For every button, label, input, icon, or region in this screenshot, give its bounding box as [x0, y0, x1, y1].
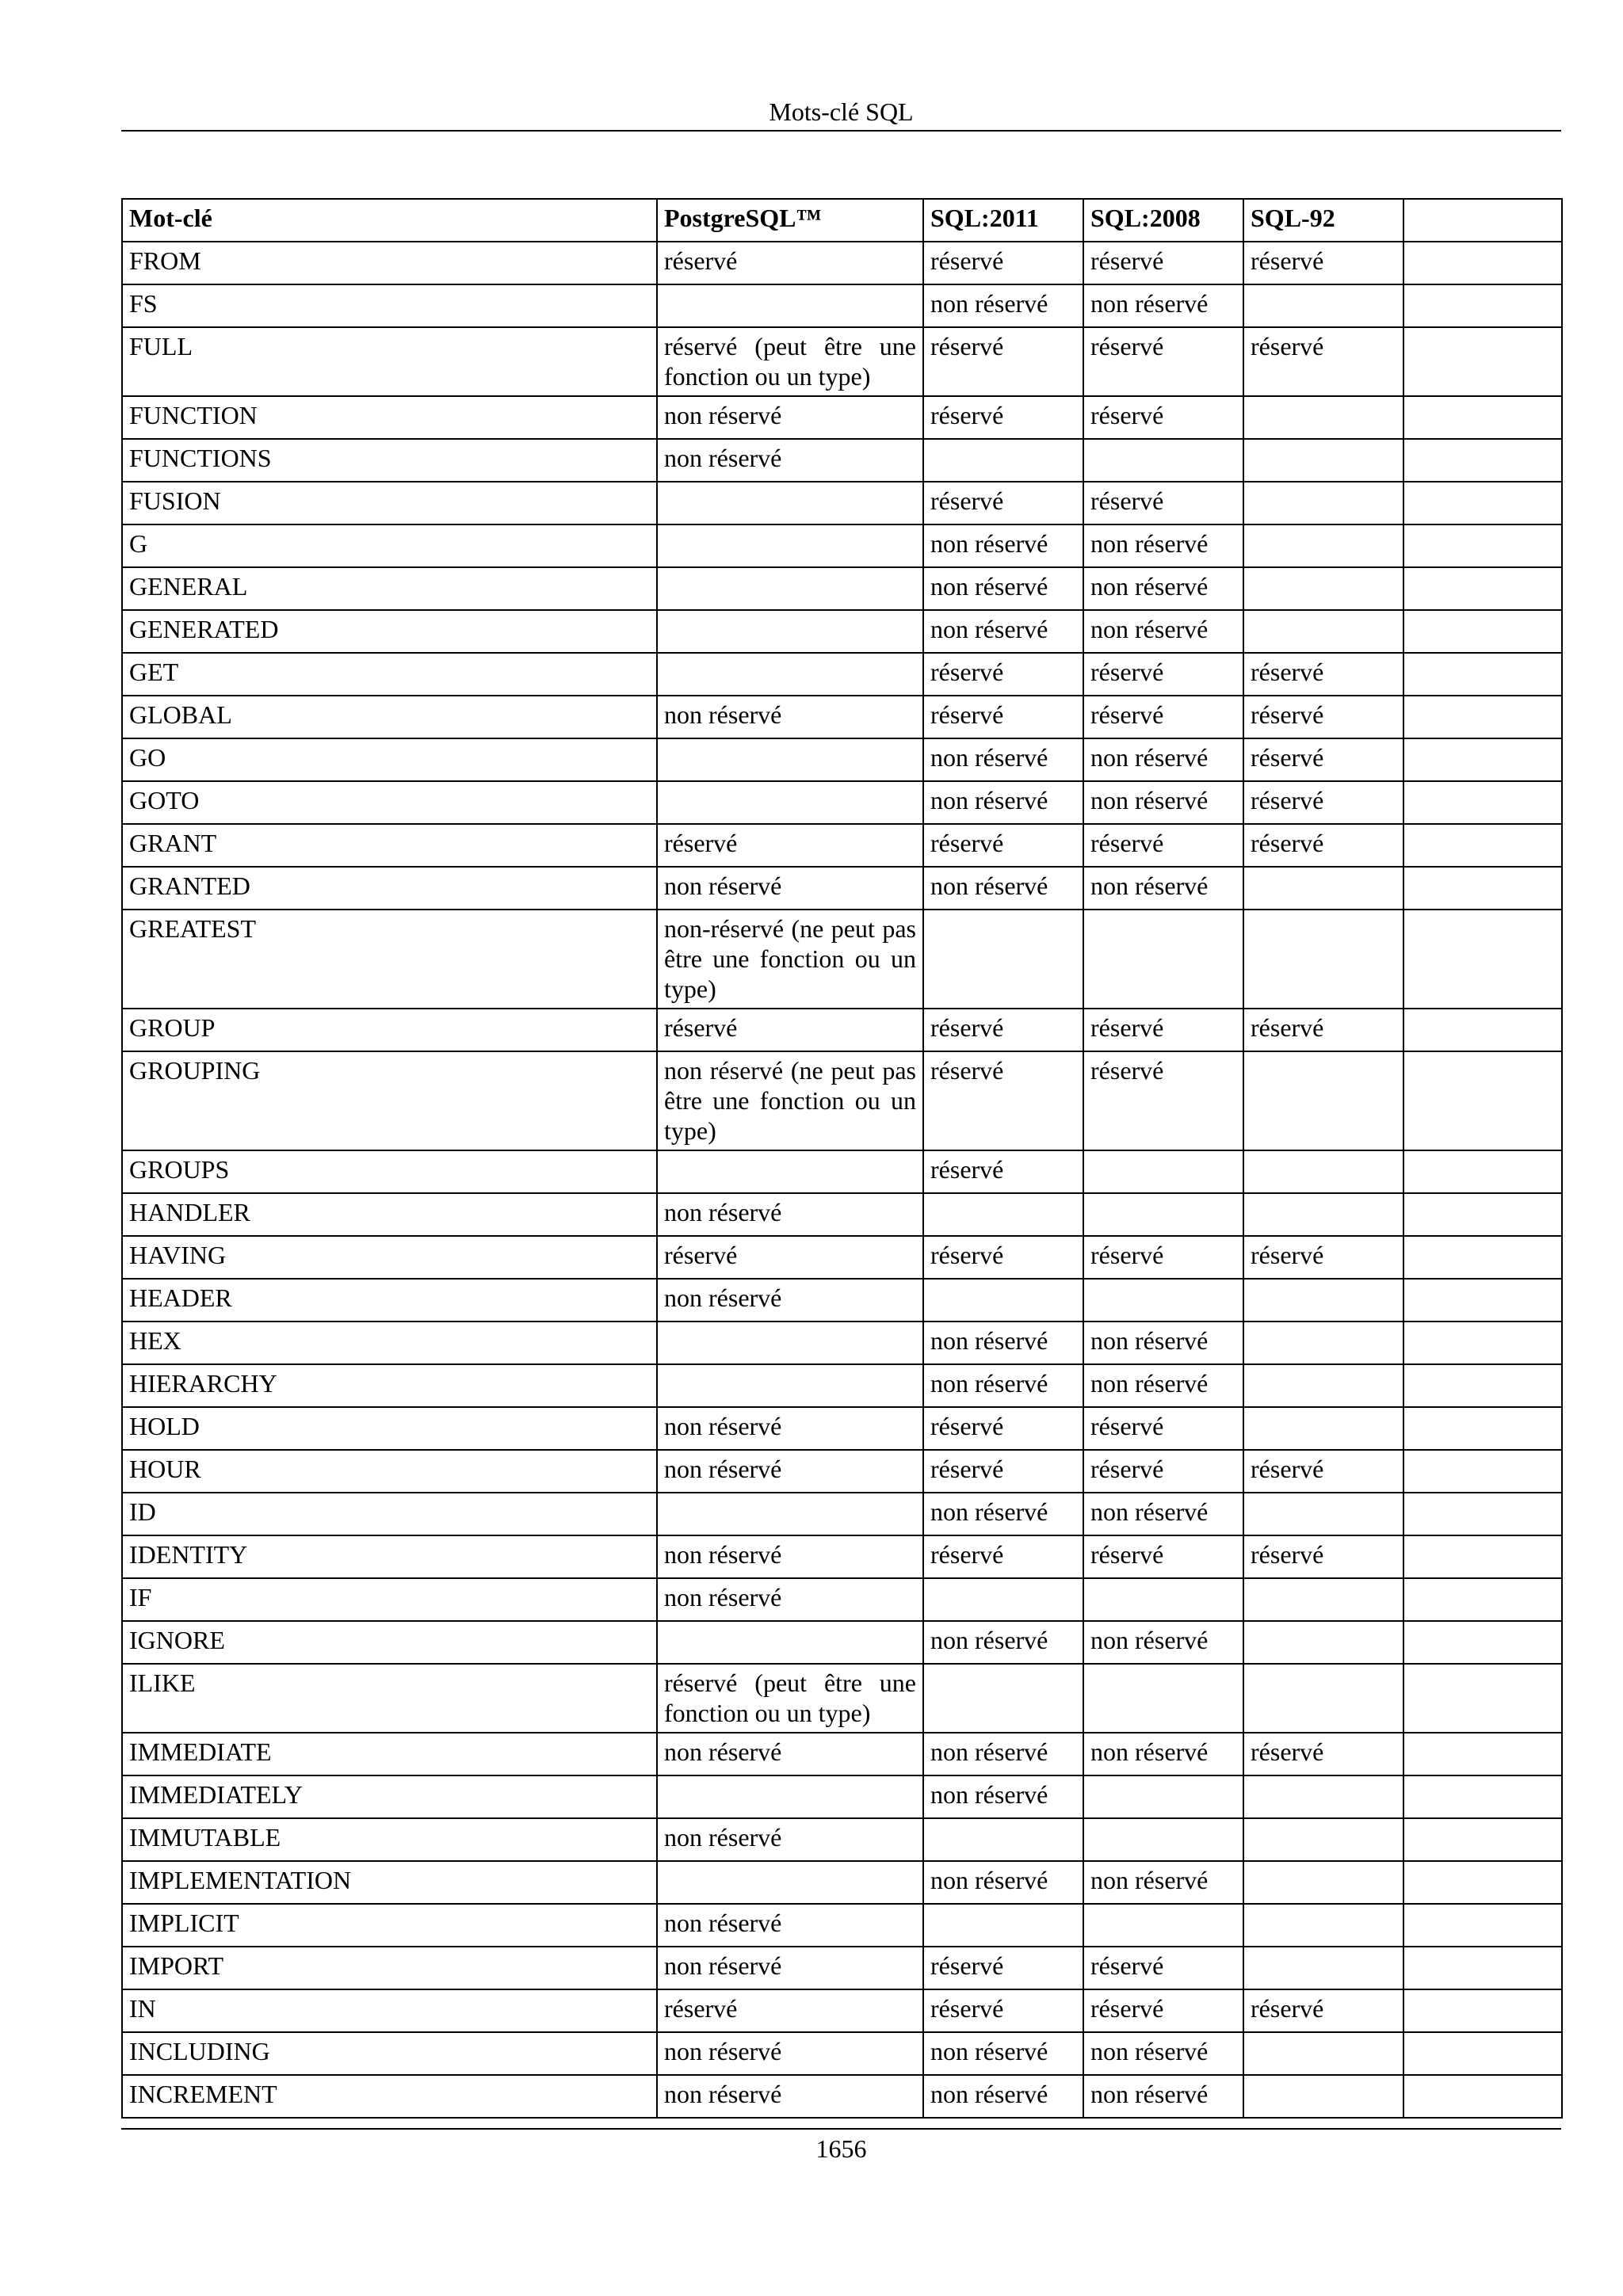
cell-sql2008: réservé	[1083, 696, 1243, 738]
cell-sql2011: non réservé	[923, 1621, 1083, 1664]
cell-postgresql	[657, 524, 923, 567]
cell-extra	[1403, 781, 1562, 824]
table-row	[122, 1535, 1562, 1578]
cell-extra	[1403, 738, 1562, 781]
cell-sql92	[1243, 2032, 1403, 2075]
header-row	[122, 199, 1562, 242]
cell-sql2011: réservé	[923, 242, 1083, 284]
table-row	[122, 781, 1562, 824]
cell-sql2008: non réservé	[1083, 867, 1243, 910]
cell-sql2008	[1083, 910, 1243, 1009]
cell-sql92	[1243, 910, 1403, 1009]
table-row	[122, 1578, 1562, 1621]
cell-sql2008: non réservé	[1083, 781, 1243, 824]
table-row	[122, 1775, 1562, 1818]
cell-sql2008: non réservé	[1083, 1364, 1243, 1407]
table-row	[122, 1193, 1562, 1236]
cell-postgresql	[657, 781, 923, 824]
cell-sql92	[1243, 1621, 1403, 1664]
table-row	[122, 1364, 1562, 1407]
cell-sql2011: non réservé	[923, 867, 1083, 910]
cell-sql2011: non réservé	[923, 610, 1083, 653]
cell-keyword: GRANT	[122, 824, 657, 867]
cell-sql92	[1243, 482, 1403, 524]
cell-sql92: réservé	[1243, 327, 1403, 396]
cell-keyword: IMPLICIT	[122, 1904, 657, 1947]
cell-sql92	[1243, 610, 1403, 653]
cell-keyword: INCREMENT	[122, 2075, 657, 2118]
cell-sql2011: réservé	[923, 1947, 1083, 1989]
cell-sql92	[1243, 867, 1403, 910]
cell-sql2011: réservé	[923, 396, 1083, 439]
cell-sql2011: réservé	[923, 1051, 1083, 1150]
cell-sql2011: non réservé	[923, 284, 1083, 327]
cell-extra	[1403, 1578, 1562, 1621]
cell-extra	[1403, 1051, 1562, 1150]
cell-extra	[1403, 2075, 1562, 2118]
cell-postgresql	[657, 610, 923, 653]
cell-sql92: réservé	[1243, 1535, 1403, 1578]
cell-keyword: IDENTITY	[122, 1535, 657, 1578]
cell-postgresql: réservé (peut être une fonction ou un type)	[657, 1664, 923, 1733]
cell-postgresql: non réservé	[657, 2032, 923, 2075]
cell-postgresql	[657, 567, 923, 610]
cell-sql2011: réservé	[923, 327, 1083, 396]
cell-keyword: IMMEDIATE	[122, 1733, 657, 1775]
page-footer	[121, 2128, 1561, 2166]
table-row	[122, 1664, 1562, 1733]
cell-sql2008: non réservé	[1083, 1733, 1243, 1775]
cell-sql2011: non réservé	[923, 1733, 1083, 1775]
cell-sql2008: réservé	[1083, 1236, 1243, 1279]
table-row	[122, 1989, 1562, 2032]
cell-postgresql	[657, 738, 923, 781]
column-header-sql92: SQL-92	[1243, 199, 1403, 242]
cell-extra	[1403, 610, 1562, 653]
cell-sql2008: non réservé	[1083, 567, 1243, 610]
table-row	[122, 1150, 1562, 1193]
column-header-postgresql: PostgreSQL™	[657, 199, 923, 242]
cell-extra	[1403, 1493, 1562, 1535]
cell-extra	[1403, 1150, 1562, 1193]
cell-postgresql: non-réservé (ne peut pas être une fonction ou un type)	[657, 910, 923, 1009]
table-row	[122, 242, 1562, 284]
cell-postgresql	[657, 1322, 923, 1364]
table-row	[122, 439, 1562, 482]
cell-sql92	[1243, 396, 1403, 439]
cell-extra	[1403, 327, 1562, 396]
cell-keyword: HOLD	[122, 1407, 657, 1450]
column-header-sql2008: SQL:2008	[1083, 199, 1243, 242]
cell-postgresql: non réservé	[657, 1947, 923, 1989]
cell-keyword: IGNORE	[122, 1621, 657, 1664]
page-number: 1656	[815, 2134, 867, 2163]
cell-sql92: réservé	[1243, 653, 1403, 696]
cell-keyword: IN	[122, 1989, 657, 2032]
cell-sql2008	[1083, 439, 1243, 482]
cell-sql2011: non réservé	[923, 524, 1083, 567]
cell-sql2008	[1083, 1193, 1243, 1236]
cell-postgresql	[657, 1621, 923, 1664]
cell-sql2008: réservé	[1083, 1535, 1243, 1578]
table-row	[122, 1904, 1562, 1947]
cell-sql2011: non réservé	[923, 1861, 1083, 1904]
cell-keyword: FULL	[122, 327, 657, 396]
table-row	[122, 482, 1562, 524]
cell-sql92	[1243, 1407, 1403, 1450]
table-row	[122, 910, 1562, 1009]
cell-sql2011: réservé	[923, 1236, 1083, 1279]
cell-sql2008: non réservé	[1083, 2075, 1243, 2118]
cell-postgresql: non réservé	[657, 1450, 923, 1493]
table-row	[122, 2032, 1562, 2075]
cell-postgresql	[657, 653, 923, 696]
cell-keyword: GRANTED	[122, 867, 657, 910]
cell-postgresql: réservé	[657, 824, 923, 867]
cell-sql92	[1243, 1193, 1403, 1236]
cell-sql2008: réservé	[1083, 1947, 1243, 1989]
table-row	[122, 1861, 1562, 1904]
cell-extra	[1403, 696, 1562, 738]
cell-extra	[1403, 1535, 1562, 1578]
cell-sql92	[1243, 2075, 1403, 2118]
cell-extra	[1403, 1407, 1562, 1450]
table-row	[122, 610, 1562, 653]
cell-postgresql: réservé	[657, 1236, 923, 1279]
cell-keyword: FS	[122, 284, 657, 327]
cell-sql2008: non réservé	[1083, 738, 1243, 781]
cell-keyword: GLOBAL	[122, 696, 657, 738]
table-row	[122, 1818, 1562, 1861]
cell-sql92: réservé	[1243, 1450, 1403, 1493]
table-row	[122, 1279, 1562, 1322]
cell-sql2008: non réservé	[1083, 1493, 1243, 1535]
cell-extra	[1403, 1775, 1562, 1818]
cell-sql2008: réservé	[1083, 327, 1243, 396]
cell-keyword: IMPORT	[122, 1947, 657, 1989]
cell-sql2011: non réservé	[923, 1775, 1083, 1818]
cell-sql92	[1243, 1947, 1403, 1989]
cell-postgresql: non réservé	[657, 1578, 923, 1621]
cell-sql2011	[923, 1904, 1083, 1947]
cell-postgresql: réservé (peut être une fonction ou un type)	[657, 327, 923, 396]
cell-keyword: IMMUTABLE	[122, 1818, 657, 1861]
page-header	[121, 93, 1561, 132]
cell-sql2008: non réservé	[1083, 610, 1243, 653]
cell-sql2011: réservé	[923, 1009, 1083, 1051]
cell-keyword: HEADER	[122, 1279, 657, 1322]
cell-sql92	[1243, 1150, 1403, 1193]
cell-extra	[1403, 1664, 1562, 1733]
cell-postgresql: non réservé (ne peut pas être une fonction ou un type)	[657, 1051, 923, 1150]
table-row	[122, 1322, 1562, 1364]
cell-sql92: réservé	[1243, 1733, 1403, 1775]
cell-keyword: GROUP	[122, 1009, 657, 1051]
cell-postgresql: réservé	[657, 1009, 923, 1051]
cell-postgresql	[657, 1775, 923, 1818]
cell-sql92	[1243, 1904, 1403, 1947]
cell-extra	[1403, 1904, 1562, 1947]
cell-sql2008	[1083, 1664, 1243, 1733]
cell-sql2011: réservé	[923, 1450, 1083, 1493]
cell-sql2011: non réservé	[923, 2075, 1083, 2118]
cell-sql92: réservé	[1243, 824, 1403, 867]
cell-sql92: réservé	[1243, 781, 1403, 824]
cell-sql92: réservé	[1243, 696, 1403, 738]
table-row	[122, 1621, 1562, 1664]
cell-sql2008	[1083, 1279, 1243, 1322]
cell-keyword: G	[122, 524, 657, 567]
table-header	[122, 199, 1562, 242]
cell-sql92	[1243, 1664, 1403, 1733]
cell-keyword: HOUR	[122, 1450, 657, 1493]
cell-sql2011	[923, 1818, 1083, 1861]
cell-sql2011: non réservé	[923, 1322, 1083, 1364]
cell-keyword: ILIKE	[122, 1664, 657, 1733]
cell-keyword: GET	[122, 653, 657, 696]
table-row	[122, 567, 1562, 610]
table-row	[122, 1947, 1562, 1989]
cell-sql2008: réservé	[1083, 1051, 1243, 1150]
cell-sql2008	[1083, 1904, 1243, 1947]
cell-sql92	[1243, 1578, 1403, 1621]
cell-sql2011: réservé	[923, 824, 1083, 867]
cell-postgresql	[657, 284, 923, 327]
cell-extra	[1403, 1450, 1562, 1493]
cell-sql2011: non réservé	[923, 781, 1083, 824]
cell-extra	[1403, 1322, 1562, 1364]
cell-sql92: réservé	[1243, 1989, 1403, 2032]
cell-sql2008: non réservé	[1083, 1861, 1243, 1904]
cell-extra	[1403, 1193, 1562, 1236]
cell-sql2008: réservé	[1083, 1989, 1243, 2032]
cell-keyword: HIERARCHY	[122, 1364, 657, 1407]
table-row	[122, 653, 1562, 696]
table-body	[122, 242, 1562, 2118]
cell-extra	[1403, 1236, 1562, 1279]
table-row	[122, 696, 1562, 738]
cell-extra	[1403, 1861, 1562, 1904]
cell-sql2008: non réservé	[1083, 1621, 1243, 1664]
cell-postgresql: non réservé	[657, 396, 923, 439]
cell-keyword: ID	[122, 1493, 657, 1535]
cell-sql92	[1243, 284, 1403, 327]
cell-postgresql: non réservé	[657, 696, 923, 738]
cell-postgresql	[657, 1364, 923, 1407]
table-row	[122, 284, 1562, 327]
cell-extra	[1403, 1989, 1562, 2032]
cell-extra	[1403, 910, 1562, 1009]
cell-sql2011: non réservé	[923, 2032, 1083, 2075]
cell-sql92	[1243, 1364, 1403, 1407]
cell-sql2008: non réservé	[1083, 524, 1243, 567]
cell-sql2011: réservé	[923, 1407, 1083, 1450]
cell-postgresql: non réservé	[657, 1279, 923, 1322]
cell-extra	[1403, 1947, 1562, 1989]
cell-sql92	[1243, 1493, 1403, 1535]
cell-postgresql: non réservé	[657, 2075, 923, 2118]
column-header-extra	[1403, 199, 1562, 242]
cell-sql92: réservé	[1243, 242, 1403, 284]
cell-sql2011	[923, 439, 1083, 482]
keywords-table-container	[121, 198, 1561, 2119]
cell-keyword: GROUPS	[122, 1150, 657, 1193]
cell-sql2008: réservé	[1083, 396, 1243, 439]
table-row	[122, 396, 1562, 439]
cell-sql2011	[923, 1578, 1083, 1621]
cell-keyword: IMPLEMENTATION	[122, 1861, 657, 1904]
cell-sql2011: non réservé	[923, 1493, 1083, 1535]
table-row	[122, 1009, 1562, 1051]
table-row	[122, 738, 1562, 781]
cell-sql2008: réservé	[1083, 1009, 1243, 1051]
table-row	[122, 1450, 1562, 1493]
cell-postgresql: réservé	[657, 1989, 923, 2032]
cell-keyword: GENERAL	[122, 567, 657, 610]
cell-extra	[1403, 242, 1562, 284]
cell-keyword: INCLUDING	[122, 2032, 657, 2075]
cell-keyword: FUSION	[122, 482, 657, 524]
cell-sql92	[1243, 439, 1403, 482]
column-header-keyword: Mot-clé	[122, 199, 657, 242]
table-row	[122, 327, 1562, 396]
cell-extra	[1403, 2032, 1562, 2075]
cell-sql92: réservé	[1243, 1009, 1403, 1051]
cell-sql2011	[923, 910, 1083, 1009]
cell-keyword: GREATEST	[122, 910, 657, 1009]
cell-postgresql: non réservé	[657, 1904, 923, 1947]
cell-sql92	[1243, 524, 1403, 567]
cell-sql2008: réservé	[1083, 1450, 1243, 1493]
cell-sql2008: réservé	[1083, 653, 1243, 696]
cell-postgresql: non réservé	[657, 867, 923, 910]
page-title: Mots-clé SQL	[769, 97, 914, 126]
keywords-table	[121, 198, 1563, 2119]
cell-extra	[1403, 653, 1562, 696]
cell-sql92: réservé	[1243, 738, 1403, 781]
table-row	[122, 1493, 1562, 1535]
cell-postgresql: non réservé	[657, 1818, 923, 1861]
table-row	[122, 1051, 1562, 1150]
table-row	[122, 524, 1562, 567]
cell-extra	[1403, 1009, 1562, 1051]
cell-sql92	[1243, 567, 1403, 610]
cell-extra	[1403, 284, 1562, 327]
table-row	[122, 1733, 1562, 1775]
cell-postgresql: non réservé	[657, 1407, 923, 1450]
cell-sql92	[1243, 1051, 1403, 1150]
cell-sql2008	[1083, 1578, 1243, 1621]
cell-postgresql: non réservé	[657, 1535, 923, 1578]
cell-postgresql: réservé	[657, 242, 923, 284]
cell-sql92: réservé	[1243, 1236, 1403, 1279]
cell-sql2011: réservé	[923, 482, 1083, 524]
cell-keyword: HANDLER	[122, 1193, 657, 1236]
cell-extra	[1403, 1621, 1562, 1664]
cell-sql2008: non réservé	[1083, 1322, 1243, 1364]
cell-sql2011: réservé	[923, 1535, 1083, 1578]
cell-sql2008	[1083, 1775, 1243, 1818]
cell-sql2011	[923, 1193, 1083, 1236]
cell-postgresql: non réservé	[657, 1733, 923, 1775]
cell-sql2008: réservé	[1083, 1407, 1243, 1450]
cell-extra	[1403, 1364, 1562, 1407]
cell-sql2008: réservé	[1083, 824, 1243, 867]
cell-keyword: HAVING	[122, 1236, 657, 1279]
cell-sql2011: non réservé	[923, 1364, 1083, 1407]
cell-keyword: FUNCTIONS	[122, 439, 657, 482]
cell-sql92	[1243, 1322, 1403, 1364]
cell-sql92	[1243, 1775, 1403, 1818]
cell-extra	[1403, 567, 1562, 610]
cell-extra	[1403, 439, 1562, 482]
cell-sql92	[1243, 1861, 1403, 1904]
cell-keyword: FUNCTION	[122, 396, 657, 439]
cell-extra	[1403, 1818, 1562, 1861]
cell-keyword: IMMEDIATELY	[122, 1775, 657, 1818]
cell-sql2011: réservé	[923, 1150, 1083, 1193]
table-row	[122, 2075, 1562, 2118]
cell-sql2008	[1083, 1150, 1243, 1193]
cell-sql2011	[923, 1279, 1083, 1322]
cell-sql2008	[1083, 1818, 1243, 1861]
cell-sql2011: non réservé	[923, 567, 1083, 610]
cell-postgresql: non réservé	[657, 1193, 923, 1236]
cell-keyword: HEX	[122, 1322, 657, 1364]
cell-sql2008: réservé	[1083, 242, 1243, 284]
cell-sql92	[1243, 1818, 1403, 1861]
cell-postgresql	[657, 482, 923, 524]
cell-extra	[1403, 1733, 1562, 1775]
cell-sql2008: non réservé	[1083, 284, 1243, 327]
cell-keyword: GROUPING	[122, 1051, 657, 1150]
cell-keyword: GENERATED	[122, 610, 657, 653]
cell-extra	[1403, 1279, 1562, 1322]
cell-postgresql	[657, 1150, 923, 1193]
cell-keyword: IF	[122, 1578, 657, 1621]
cell-sql2011: non réservé	[923, 738, 1083, 781]
cell-postgresql: non réservé	[657, 439, 923, 482]
table-row	[122, 1407, 1562, 1450]
cell-sql2011: réservé	[923, 653, 1083, 696]
cell-extra	[1403, 524, 1562, 567]
cell-postgresql	[657, 1861, 923, 1904]
table-row	[122, 1236, 1562, 1279]
cell-keyword: GO	[122, 738, 657, 781]
cell-extra	[1403, 482, 1562, 524]
cell-postgresql	[657, 1493, 923, 1535]
cell-sql2011: réservé	[923, 1989, 1083, 2032]
table-row	[122, 867, 1562, 910]
cell-sql2008: réservé	[1083, 482, 1243, 524]
cell-extra	[1403, 824, 1562, 867]
cell-sql92	[1243, 1279, 1403, 1322]
cell-sql2011: réservé	[923, 696, 1083, 738]
cell-keyword: FROM	[122, 242, 657, 284]
column-header-sql2011: SQL:2011	[923, 199, 1083, 242]
table-row	[122, 824, 1562, 867]
cell-extra	[1403, 396, 1562, 439]
cell-sql2008: non réservé	[1083, 2032, 1243, 2075]
cell-extra	[1403, 867, 1562, 910]
cell-sql2011	[923, 1664, 1083, 1733]
cell-keyword: GOTO	[122, 781, 657, 824]
